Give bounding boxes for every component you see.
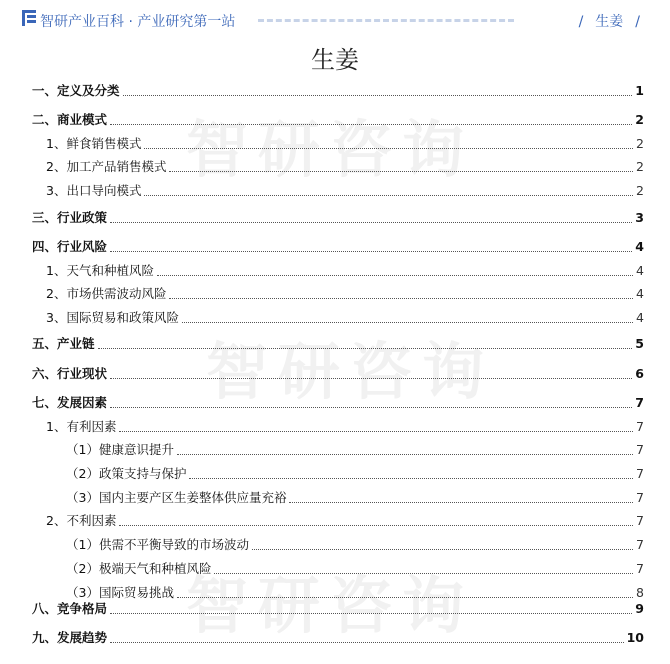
watermark: 智研咨询 [206,335,495,408]
toc-page-number: 4 [635,239,644,254]
toc-page-number: 7 [636,466,644,481]
toc-dot-leader [119,525,633,526]
toc-entry-title: 三、行业政策 [32,210,108,225]
toc-entry[interactable] [32,111,644,129]
toc-entry-title: （2）政策支持与保护 [66,466,187,481]
toc-dot-leader [169,298,633,299]
toc-entry-title: 3、出口导向模式 [46,183,142,198]
toc-entry-title: 1、天气和种植风险 [46,263,154,278]
toc-dot-leader [144,195,633,196]
toc-dot-leader [110,378,632,379]
toc-dot-leader [110,613,632,614]
toc-page-number: 7 [636,419,644,434]
toc-dot-leader [110,407,632,408]
watermark: 智研咨询 [186,569,475,642]
toc-dot-leader [110,251,632,252]
toc-entry[interactable] [32,465,644,483]
toc-entry[interactable] [32,394,644,412]
toc-entry-title: 二、商业模式 [32,112,108,127]
toc-entry-title: （1）健康意识提升 [66,442,174,457]
toc-entry[interactable] [32,489,644,507]
toc-page-number: 7 [636,537,644,552]
toc-dot-leader [289,502,633,503]
toc-page-number: 1 [635,83,644,98]
toc-page-number: 7 [636,442,644,457]
toc-page-number: 2 [635,112,644,127]
toc-entry[interactable] [32,82,644,100]
toc-entry[interactable] [32,335,644,353]
brand-name[interactable]: 智研产业百科 · 产业研究第一站 [40,14,236,30]
toc-entry[interactable] [32,238,644,256]
toc-page-number: 3 [635,210,644,225]
toc-entry-title: （3）国内主要产区生姜整体供应量充裕 [66,490,287,505]
toc-entry-title: 六、行业现状 [32,366,108,381]
page-title: 生姜 [311,46,359,74]
toc-page-number: 5 [635,336,644,351]
watermark: 智研咨询 [186,113,475,186]
toc-page-number: 6 [635,366,644,381]
toc-entry-title: 四、行业风险 [32,239,108,254]
toc-entry-title: 2、加工产品销售模式 [46,159,167,174]
toc-entry[interactable] [32,285,644,303]
breadcrumb-separator: / [578,14,584,30]
toc-page-number: 2 [636,136,644,151]
toc-entry[interactable] [32,629,644,647]
toc-entry-title: （3）国际贸易挑战 [66,585,174,600]
toc-entry-title: 九、发展趋势 [32,630,108,645]
toc-dot-leader [144,148,633,149]
toc-entry[interactable] [32,135,644,153]
toc-dot-leader [182,322,633,323]
toc-page-number: 7 [636,513,644,528]
toc-entry-title: 1、有利因素 [46,419,117,434]
toc-entry[interactable] [32,560,644,578]
toc-entry[interactable] [32,536,644,554]
toc-page-number: 10 [626,630,644,645]
toc-dot-leader [119,431,633,432]
toc-page-number: 4 [636,286,644,301]
toc-page-number: 4 [636,263,644,278]
toc-entry-title: 3、国际贸易和政策风险 [46,310,179,325]
toc-page-number: 2 [636,183,644,198]
toc-entry[interactable] [32,600,644,618]
toc-dot-leader [110,124,632,125]
header-divider [258,19,514,22]
toc-entry[interactable] [32,209,644,227]
toc-entry[interactable] [32,441,644,459]
toc-entry-title: 一、定义及分类 [32,83,120,98]
toc-entry[interactable] [32,262,644,280]
toc-dot-leader [177,597,633,598]
toc-page-number: 7 [636,490,644,505]
breadcrumb-separator: / [635,14,640,30]
toc-dot-leader [98,348,633,349]
toc-page-number: 8 [636,585,644,600]
toc-entry[interactable] [32,418,644,436]
toc-entry[interactable] [32,512,644,530]
toc-dot-leader [169,171,633,172]
toc-entry-title: 七、发展因素 [32,395,108,410]
logo-icon [22,10,36,26]
toc-entry[interactable] [32,309,644,327]
toc-dot-leader [157,275,633,276]
toc-page-number: 4 [636,310,644,325]
toc-page-number: 7 [636,561,644,576]
toc-entry[interactable] [32,158,644,176]
toc-entry-title: 八、竞争格局 [32,601,108,616]
toc-entry-title: 2、市场供需波动风险 [46,286,167,301]
toc-dot-leader [252,549,633,550]
toc-dot-leader [177,454,633,455]
breadcrumb-current[interactable]: 生姜 [595,14,624,30]
toc-entry[interactable] [32,182,644,200]
toc-entry-title: 五、产业链 [32,336,95,351]
toc-page-number: 9 [635,601,644,616]
toc-dot-leader [110,642,624,643]
breadcrumb [573,11,646,31]
toc-dot-leader [214,573,633,574]
header-bar [0,0,670,40]
toc-entry-title: 2、不利因素 [46,513,117,528]
toc-entry-title: （2）极端天气和种植风险 [66,561,212,576]
toc-dot-leader [189,478,633,479]
toc-entry[interactable] [32,365,644,383]
toc-entry-title: （1）供需不平衡导致的市场波动 [66,537,249,552]
toc-dot-leader [123,95,633,96]
toc-page-number: 2 [636,159,644,174]
toc-entry-title: 1、鲜食销售模式 [46,136,142,151]
toc-dot-leader [110,222,632,223]
toc-page-number: 7 [635,395,644,410]
